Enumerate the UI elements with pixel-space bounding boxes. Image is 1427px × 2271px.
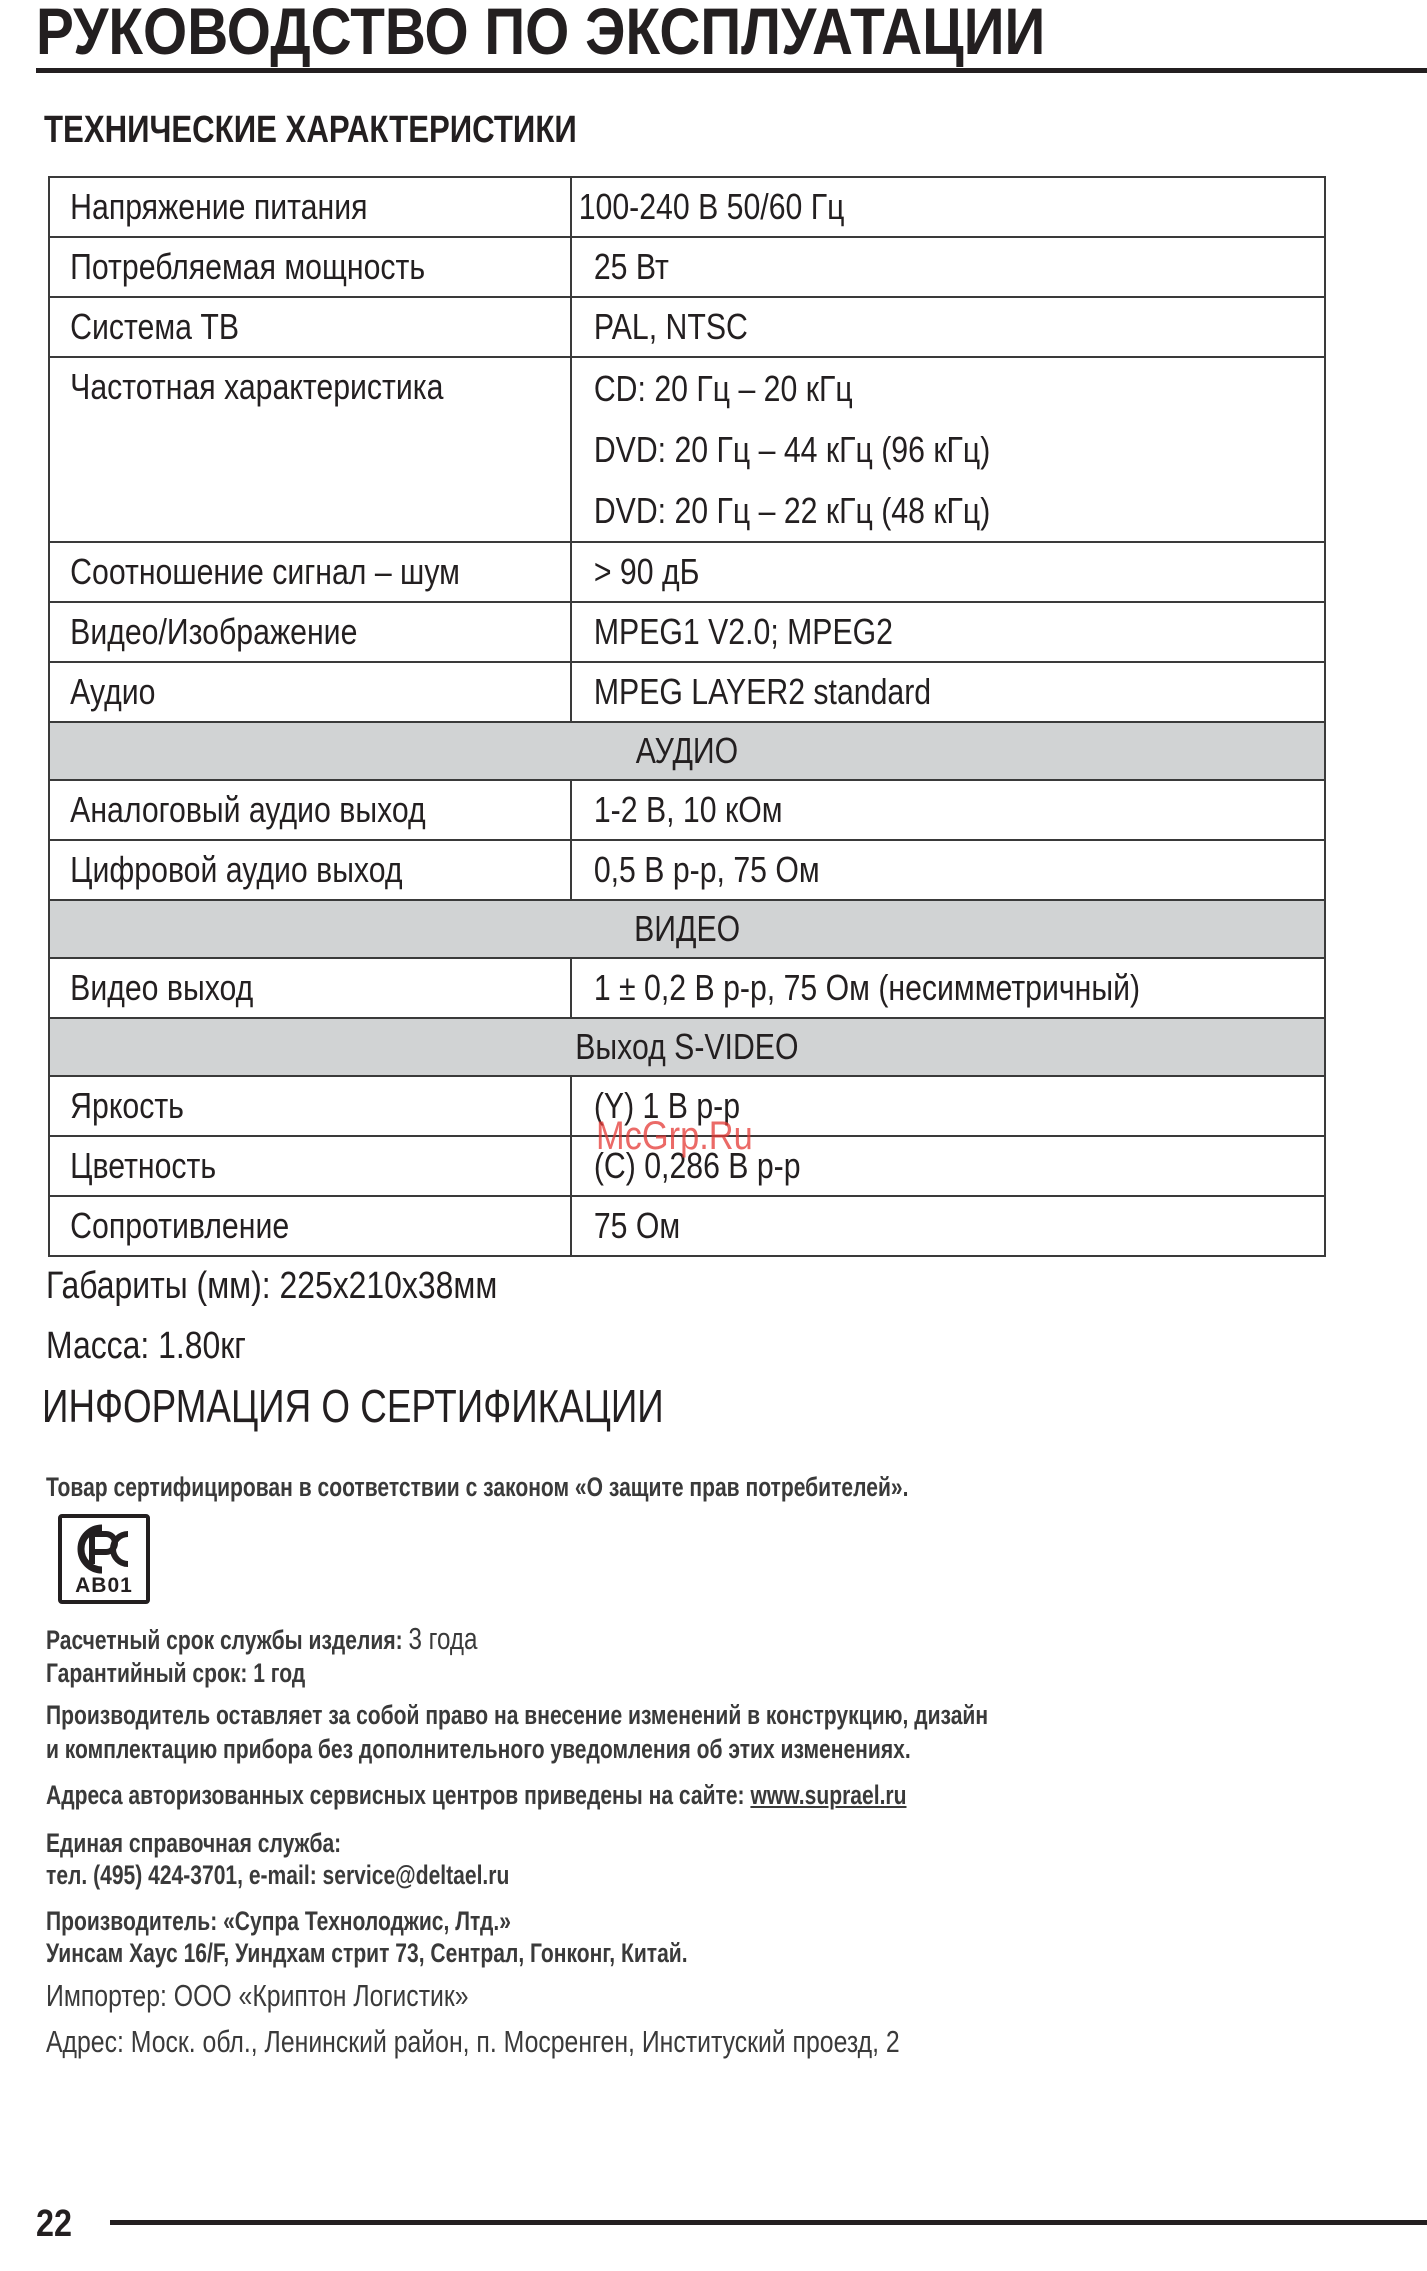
table-row bbox=[49, 542, 1325, 602]
group-title-video: ВИДЕО bbox=[633, 908, 741, 949]
footer-divider bbox=[110, 2220, 1427, 2225]
spec-value: 1 ± 0,2 В р-р, 75 Ом (несимметричный) bbox=[593, 967, 1141, 1008]
table-row bbox=[49, 237, 1325, 297]
certification-title: ИНФОРМАЦИЯ О СЕРТИФИКАЦИИ bbox=[42, 1380, 664, 1432]
table-row bbox=[49, 958, 1325, 1018]
table-row bbox=[49, 357, 1325, 542]
spec-label: Яркость bbox=[70, 1085, 184, 1126]
spec-label: Аналоговый аудио выход bbox=[70, 789, 426, 830]
page-number: 22 bbox=[36, 2203, 72, 2245]
service-centers-line bbox=[46, 1778, 906, 1812]
spec-value: (Y) 1 В р-р bbox=[593, 1085, 741, 1126]
spec-label: Видео выход bbox=[70, 967, 254, 1008]
spec-value: 100-240 В 50/60 Гц bbox=[578, 186, 845, 227]
spec-value: > 90 дБ bbox=[593, 551, 700, 592]
mass-text: Масса: 1.80кг bbox=[46, 1325, 246, 1367]
spec-value: PAL, NTSC bbox=[593, 306, 748, 347]
page-title: РУКОВОДСТВО ПО ЭКСПЛУАТАЦИИ bbox=[36, 0, 1046, 68]
table-row bbox=[49, 1196, 1325, 1256]
spec-value: 0,5 В р-р, 75 Ом bbox=[593, 849, 820, 890]
dimensions-text: Габариты (мм): 225x210x38мм bbox=[46, 1265, 498, 1307]
spec-label: Напряжение питания bbox=[70, 186, 368, 227]
group-title-svideo: Выход S-VIDEO bbox=[575, 1026, 799, 1067]
spec-label: Система ТВ bbox=[70, 306, 239, 347]
warranty-text: Гарантийный срок: 1 год bbox=[46, 1658, 306, 1688]
service-life-label: Расчетный срок службы изделия: bbox=[46, 1625, 403, 1655]
certification-mark-icon bbox=[58, 1514, 150, 1604]
certified-text: Товар сертифицирован в соответствии с законом «О защите прав потребителей». bbox=[46, 1472, 909, 1502]
certification-mark-code: АВ01 bbox=[75, 1574, 133, 1597]
spec-label: Соотношение сигнал – шум bbox=[70, 551, 460, 592]
spec-value: CD: 20 Гц – 20 кГц bbox=[593, 368, 853, 409]
spec-value: MPEG1 V2.0; MPEG2 bbox=[593, 611, 893, 652]
watermark: McGrp.Ru bbox=[596, 1114, 753, 1158]
section-title: ТЕХНИЧЕСКИЕ ХАРАКТЕРИСТИКИ bbox=[44, 109, 577, 151]
service-life-value: 3 года bbox=[408, 1621, 478, 1656]
group-title-audio: АУДИО bbox=[635, 730, 739, 771]
spec-value: 25 Вт bbox=[593, 246, 669, 287]
service-life-line bbox=[46, 1622, 477, 1657]
spec-label: Аудио bbox=[70, 671, 156, 712]
table-group-header bbox=[49, 900, 1325, 958]
importer-address: Адрес: Моск. обл., Ленинский район, п. Мосренген, Институский проезд, 2 bbox=[46, 2024, 900, 2059]
table-row bbox=[49, 602, 1325, 662]
spec-label: Сопротивление bbox=[70, 1205, 290, 1246]
spec-label: Частотная характеристика bbox=[70, 366, 444, 407]
table-row bbox=[49, 297, 1325, 357]
service-centers-text: Адреса авторизованных сервисных центров приведены на сайте: bbox=[46, 1780, 745, 1810]
table-row bbox=[49, 780, 1325, 840]
table-row bbox=[49, 840, 1325, 900]
changes-text-line1: Производитель оставляет за собой право на внесение изменений в конструкцию, дизайн bbox=[46, 1700, 989, 1730]
header-divider bbox=[36, 68, 1427, 73]
spec-value: (C) 0,286 В р-р bbox=[593, 1145, 801, 1186]
spec-value: DVD: 20 Гц – 44 кГц (96 кГц) bbox=[593, 429, 991, 470]
spec-value: DVD: 20 Гц – 22 кГц (48 кГц) bbox=[593, 490, 991, 531]
specs-table bbox=[48, 176, 1326, 1257]
spec-label: Цветность bbox=[70, 1145, 217, 1186]
spec-label: Видео/Изображение bbox=[70, 611, 358, 652]
manufacturer-text: Производитель: «Супра Технолоджис, Лтд.» bbox=[46, 1906, 511, 1936]
table-row bbox=[49, 177, 1325, 237]
spec-value: 1-2 В, 10 кОм bbox=[593, 789, 783, 830]
website-link[interactable]: www.suprael.ru bbox=[750, 1780, 907, 1810]
spec-value: MPEG LAYER2 standard bbox=[593, 671, 932, 712]
importer-text: Импортер: ООО «Криптон Логистик» bbox=[46, 1978, 469, 2013]
changes-text-line2: и комплектацию прибора без дополнительного уведомления об этих изменениях. bbox=[46, 1734, 911, 1764]
spec-label: Цифровой аудио выход bbox=[70, 849, 403, 890]
table-row bbox=[49, 662, 1325, 722]
helpdesk-title: Единая справочная служба: bbox=[46, 1828, 342, 1858]
table-group-header bbox=[49, 722, 1325, 780]
table-group-header bbox=[49, 1018, 1325, 1076]
spec-label: Потребляемая мощность bbox=[70, 246, 426, 287]
spec-value: 75 Ом bbox=[593, 1205, 681, 1246]
manufacturer-address: Уинсам Хаус 16/F, Уиндхам стрит 73, Сентрал, Гонконг, Китай. bbox=[46, 1938, 688, 1968]
helpdesk-contacts: тел. (495) 424-3701, e-mail: service@deltael.ru bbox=[46, 1860, 510, 1890]
